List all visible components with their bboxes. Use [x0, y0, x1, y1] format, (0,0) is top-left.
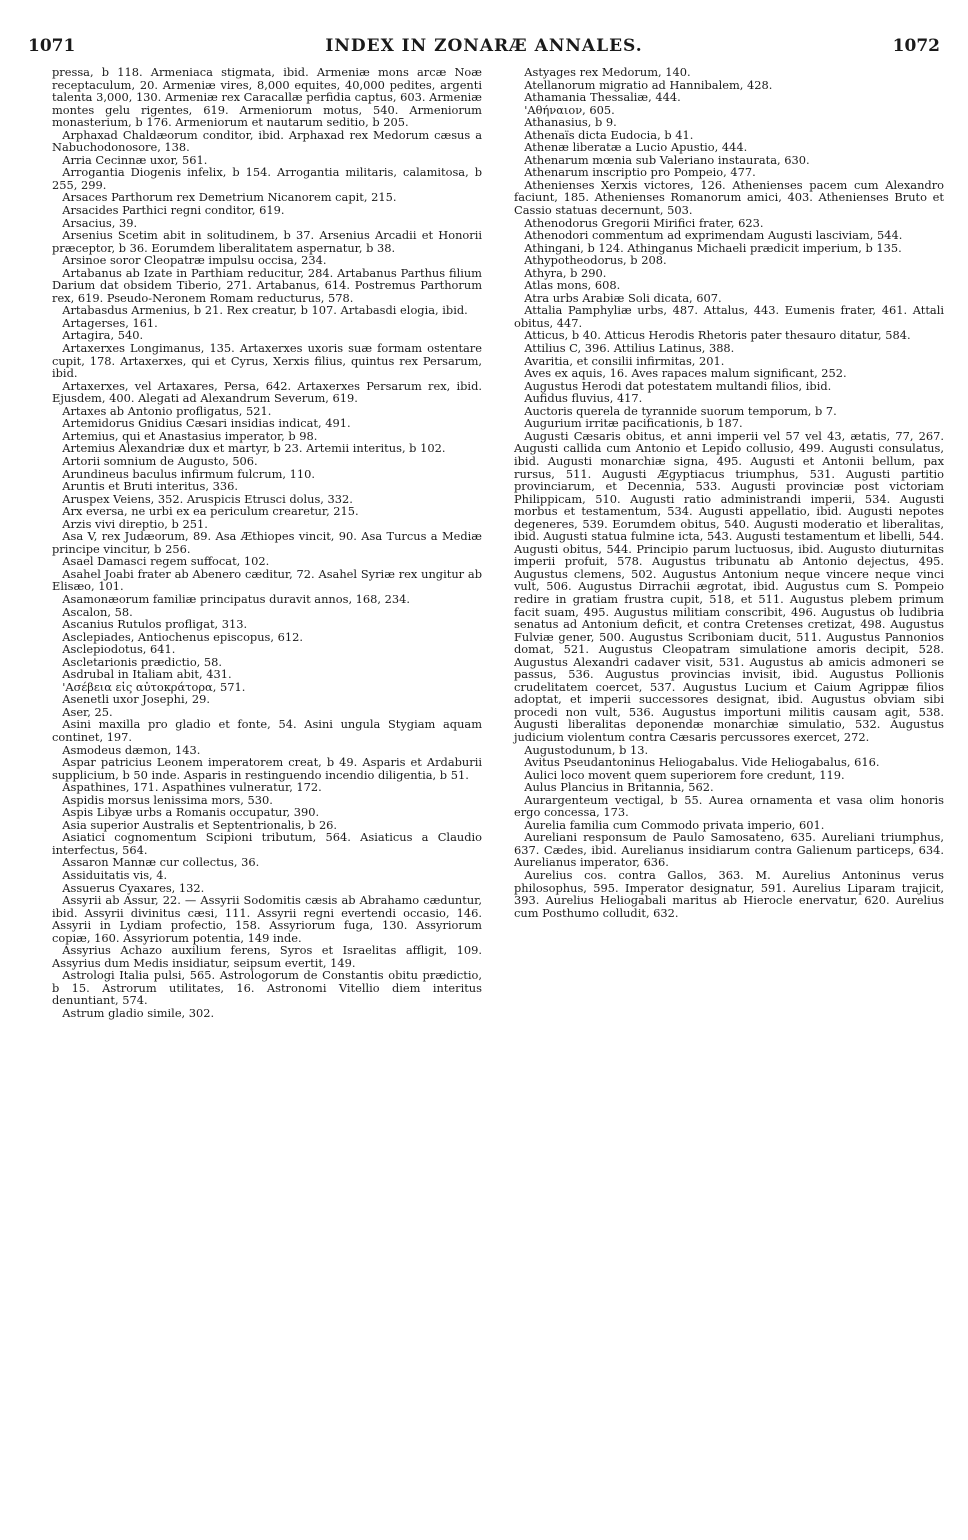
- index-entry: Augusti Cæsaris obitus, et anni imperii vel 57 vel 43, ætatis, 77, 267. Augusti callida cum Antonio et Lepido collusio, 499. Augusti consulatus, ibid. Augusti monarchiæ signa, 495. Augusti et Antonii bellum, pax rursus, 511. Augusti Ægyptiacus triumphus, 531. Augusti partitio provinciarum, et Decennia, 533. Augusti provinciæ post victoriam Philippicam, 510. Augusti ratio administrandi imperii, 534. Augusti morbus et testamentum, 534. Augusti appellatio, ibid. Augusti nepotes degeneres, 539. Eorumdem obitus, 540. Augusti moderatio et liberalitas, ibid. Augusti statua fulmine icta, 543. Augusti testamentum et libelli, 544. Augusti obitus, 544. Principio parum luctuosus, ibid. Augusto diuturnitas imperii profuit, 578. Augustus tribunatu ab Antonio dejectus, 495. Augustus clemens, 502. Augustus Antonium neque vincere neque vinci vult, 506. Augustus Dirrachii ægrotat, ibid. Augustus cum S. Pompeio redire in gratiam frustra cupit, 518, et 511. Augustus plebem primum facit suam, 495. Augustus militiam conscribit, 496. Augustus ob ludibria senatus ad Antonium deficit, et contra Cretenses cretizat, 498. Augustus Fulviæ gener, 500. Augustus Scriboniam ducit, 511. Augustus Pannonios domat, 521. Augustus Cleopatram simulatione amoris decipit, 528. Augustus Alexandri cadaver visit, 531. Augustus ab amicis admoneri se passus, 536. Augustus provincias invisit, ibid. Augustus Pollionis crudelitatem coercet, 537. Augustus Lucium et Caium Agrippæ filios adoptat, et imperii successores designat, ibid. Augustus obviam sibi procedi non vult, 536. Augustus importuni militis causam agit, 538. Augusti liberalitas deponendæ monarchiæ simulatio, 532. Augustus judicium violentum contra Cæsaris percussores exercet, 272.: [514, 428, 944, 744]
- index-entry: Athenarum inscriptio pro Pompeio, 477.: [524, 165, 756, 180]
- index-entry: Atra urbs Arabiæ Soli dicata, 607.: [524, 290, 722, 305]
- index-entry: Asamonæorum familiæ principatus duravit annos, 168, 234.: [62, 591, 411, 606]
- index-entry: Assyrius Achazo auxilium ferens, Syros et Israelitas affligit, 109. Assyrius dum Medis insidiatur, seipsum evertit, 149.: [52, 943, 482, 970]
- page-number-left: 1071: [28, 36, 76, 56]
- running-title: INDEX IN ZONARÆ ANNALES.: [325, 36, 643, 56]
- index-entry: Athamania Thessaliæ, 444.: [524, 90, 681, 105]
- index-entry: Ascalon, 58.: [62, 604, 133, 619]
- index-entry: Aruntis et Bruti interitus, 336.: [62, 479, 238, 494]
- index-entry: Aufidus fluvius, 417.: [524, 391, 643, 406]
- index-entry: Athypotheodorus, b 208.: [524, 253, 667, 268]
- index-entry: Arx eversa, ne urbi ex ea periculum crearetur, 215.: [62, 504, 359, 519]
- index-entry: Aruspex Veiens, 352. Aruspicis Etrusci dolus, 332.: [62, 491, 353, 506]
- index-entry: Asdrubal in Italiam abit, 431.: [62, 667, 232, 682]
- index-entry: Athenodori commentum ad exprimendam Augusti lasciviam, 544.: [524, 228, 903, 243]
- index-entry: Aurelia familia cum Commodo privata imperio, 601.: [524, 817, 825, 832]
- index-entry: Atticus, b 40. Atticus Herodis Rhetoris pater thesauro ditatur, 584.: [524, 328, 911, 343]
- index-entry: Asiatici cognomentum Scipioni tributum, 564. Asiaticus a Claudio interfectus, 564.: [52, 830, 482, 857]
- index-entry: Ascanius Rutulos profligat, 313.: [62, 617, 248, 632]
- index-entry: Artagira, 540.: [62, 328, 144, 343]
- index-entry: Artemius Alexandriæ dux et martyr, b 23. Artemii interitus, b 102.: [62, 441, 446, 456]
- index-entry: Asa V, rex Judæorum, 89. Asa Æthiopes vincit, 90. Asa Turcus a Mediæ principe vincitur, b 256.: [52, 529, 482, 556]
- index-columns: [52, 66, 944, 1526]
- index-entry: Arsaces Parthorum rex Demetrium Nicanorem capit, 215.: [62, 190, 397, 205]
- index-entry: 'Ασέβεια εἰς αὐτοκράτορα, 571.: [62, 679, 246, 694]
- index-entry: Atellanorum migratio ad Hannibalem, 428.: [524, 77, 773, 92]
- index-entry: Arphaxad Chaldæorum conditor, ibid. Arphaxad rex Medorum cæsus a Nabuchodonosore, 138.: [52, 127, 482, 155]
- index-entry: Aspathines, 171. Aspathines vulneratur, 172.: [62, 780, 322, 795]
- index-entry: Artabanus ab Izate in Parthiam reducitur, 284. Artabanus Parthus filium Darium dat obsidem Tiberio, 271. Artabanus, 614. Postremus Parthorum rex, 619. Pseudo-Neronem Romam reducturus, 578.: [52, 265, 482, 305]
- index-entry: Assiduitatis vis, 4.: [62, 868, 168, 882]
- index-entry: Artaxes ab Antonio profligatus, 521.: [62, 403, 272, 418]
- index-entry: Asael Damasci regem suffocat, 102.: [62, 554, 270, 569]
- index-entry: Artagerses, 161.: [62, 315, 158, 330]
- index-entry: Attilius C, 396. Attilius Latinus, 388.: [524, 341, 735, 356]
- index-entry: Artaxerxes Longimanus, 135. Artaxerxes uxoris suæ formam ostentare cupit, 178. Artaxerxes, qui et Cyrus, Xerxis filius, quintus rex Persarum, ibid.: [52, 341, 482, 381]
- index-entry: Aurelius cos. contra Gallos, 363. M. Aurelius Antoninus verus philosophus, 595. Imperator designatur, 591. Aurelius Liparam trajicit, 393. Aurelius Heliogabali maritus ab Hierocle enervatur, 620. Aurelius cum Posthumo colludit, 632.: [514, 868, 944, 920]
- index-entry: Astrologi Italia pulsi, 565. Astrologorum de Constantis obitu prædictio, b 15. Astrorum utilitates, 16. Astronomi Vitellio diem interitus denuntiant, 574.: [52, 968, 482, 1008]
- index-entry: Artemidorus Gnidius Cæsari insidias indicat, 491.: [62, 416, 351, 431]
- index-entry: Aulus Plancius in Britannia, 562.: [524, 780, 714, 795]
- page-header: [28, 36, 940, 60]
- index-entry: Arsinoe soror Cleopatræ impulsu occisa, 234.: [62, 253, 327, 268]
- index-entry: Asenetli uxor Josephi, 29.: [62, 692, 210, 707]
- index-entry: Avaritia, et consilii infirmitas, 201.: [524, 353, 725, 368]
- index-entry: Arsacius, 39.: [62, 215, 138, 230]
- index-entry: Artorii somnium de Augusto, 506.: [62, 453, 258, 468]
- index-entry: Artemius, qui et Anastasius imperator, b 98.: [62, 428, 318, 443]
- index-entry: Astyages rex Medorum, 140.: [524, 65, 691, 79]
- index-entry: Astrum gladio simile, 302.: [62, 1006, 215, 1021]
- index-entry: Avitus Pseudantoninus Heliogabalus. Vide Heliogabalus, 616.: [524, 755, 880, 770]
- index-entry: Augustodunum, b 13.: [524, 742, 649, 757]
- index-entry: Athenodorus Gregorii Mirifici frater, 623.: [524, 215, 764, 230]
- index-entry: Athingani, b 124. Athinganus Michaeli prædicit imperium, b 135.: [524, 240, 902, 255]
- index-entry: Aspar patricius Leonem imperatorem creat, b 49. Asparis et Ardaburii supplicium, b 50 inde. Asparis in restinguendo incendio diligentia, b 51.: [52, 755, 482, 782]
- index-entry: Asia superior Australis et Septentrionalis, b 26.: [62, 817, 338, 832]
- index-entry: Artabasdus Armenius, b 21. Rex creatur, b 107. Artabasdi elogia, ibid.: [62, 303, 468, 318]
- index-entry: Arsenius Scetim abit in solitudinem, b 37. Arsenius Arcadii et Honorii præceptor, b 36. Eorumdem liberalitatem aspernatur, b 38.: [52, 228, 482, 255]
- index-entry: Aves ex aquis, 16. Aves rapaces malum significant, 252.: [524, 366, 847, 381]
- index-entry: pressa, b 118. Armeniaca stigmata, ibid. Armeniæ mons arcæ Noæ receptaculum, 20. Armeniæ vires, 8,000 equites, 40,000 pedites, argenti talenta 3,000, 130. Armeniæ rex Caracallæ perfidia captus, 603. Armeniæ montes gelu rigentes, 619. Armeniorum motus, 540. Armeniorum monasterium, b 176. Armeniorum et nautarum seditio, b 205.: [52, 65, 482, 130]
- page-number-right: 1072: [892, 36, 940, 56]
- index-entry: Arundineus baculus infirmum fulcrum, 110.: [62, 466, 315, 481]
- index-entry: Aser, 25.: [62, 704, 113, 719]
- index-entry: Arrogantia Diogenis infelix, b 154. Arrogantia militaris, calamitosa, b 255, 299.: [52, 165, 482, 192]
- index-entry: Attalia Pamphyliæ urbs, 487. Attalus, 443. Eumenis frater, 461. Attali obitus, 447.: [514, 303, 944, 330]
- index-entry: Ascletarionis prædictio, 58.: [62, 654, 223, 669]
- index-entry: Arsacides Parthici regni conditor, 619.: [62, 203, 285, 218]
- index-entry: Athanasius, b 9.: [524, 115, 617, 130]
- index-entry: Asclepiodotus, 641.: [62, 642, 176, 657]
- index-entry: Asini maxilla pro gladio et fonte, 54. Asini ungula Stygiam aquam continet, 197.: [52, 717, 482, 744]
- index-entry: Atlas mons, 608.: [524, 278, 621, 293]
- right-column: [514, 66, 944, 1526]
- index-entry: Arria Cecinnæ uxor, 561.: [62, 152, 208, 167]
- left-column: [52, 66, 482, 1526]
- index-entry: Arzis vivi direptio, b 251.: [62, 516, 208, 531]
- index-entry: Athenæ liberatæ a Lucio Apustio, 444.: [524, 140, 748, 155]
- index-entry: Athenienses Xerxis victores, 126. Athenienses pacem cum Alexandro faciunt, 185. Athenienses Romanorum amici, 403. Athenienses Bruto et Cassio statuas decernunt, 503.: [514, 177, 944, 218]
- index-entry: Asmodeus dæmon, 143.: [62, 742, 201, 757]
- index-entry: Augurium irritæ pacificationis, b 187.: [524, 416, 743, 431]
- index-entry: Athenarum mœnia sub Valeriano instaurata, 630.: [524, 152, 810, 167]
- index-entry: Asclepiades, Antiochenus episcopus, 612.: [62, 629, 303, 644]
- index-entry: Athenaïs dicta Eudocia, b 41.: [524, 127, 694, 142]
- index-entry: Aspis Libyæ urbs a Romanis occupatur, 390.: [62, 805, 320, 820]
- index-entry: Augustus Herodi dat potestatem multandi filios, ibid.: [524, 378, 832, 393]
- index-entry: Aulici loco movent quem superiorem fore credunt, 119.: [524, 767, 845, 782]
- index-entry: Assyrii ab Assur, 22. — Assyrii Sodomitis cæsis ab Abrahamo cæduntur, ibid. Assyrii divinitus cæsi, 111. Assyrii regni evertendi occasio, 146. Assyrii in Lydiam profectio, 158. Assyriorum fuga, 130. Assyriorum copiæ, 160. Assyriorum potentia, 149 inde.: [52, 893, 482, 945]
- index-entry: Auctoris querela de tyrannide suorum temporum, b 7.: [524, 403, 837, 418]
- index-entry: Assuerus Cyaxares, 132.: [62, 880, 205, 895]
- index-entry: Asahel Joabi frater ab Abenero cæditur, 72. Asahel Syriæ rex ungitur ab Elisæo, 101.: [52, 566, 482, 594]
- index-entry: Assaron Mannæ cur collectus, 36.: [62, 855, 260, 870]
- index-entry: 'Αθήναιον, 605.: [524, 102, 615, 117]
- index-entry: Aspidis morsus lenissima mors, 530.: [62, 792, 273, 807]
- index-entry: Aurargenteum vectigal, b 55. Aurea ornamenta et vasa olim honoris ergo concessa, 173.: [514, 792, 944, 820]
- index-entry: Athyra, b 290.: [524, 265, 607, 280]
- index-entry: Aureliani responsum de Paulo Samosateno, 635. Aureliani triumphus, 637. Cædes, ibid. Aurelianus insidiarum contra Galienum particeps, 634. Aurelianus imperator, 636.: [514, 830, 944, 870]
- index-entry: Artaxerxes, vel Artaxares, Persa, 642. Artaxerxes Persarum rex, ibid. Ejusdem, 400. Alegati ad Alexandrum Severum, 619.: [52, 378, 482, 406]
